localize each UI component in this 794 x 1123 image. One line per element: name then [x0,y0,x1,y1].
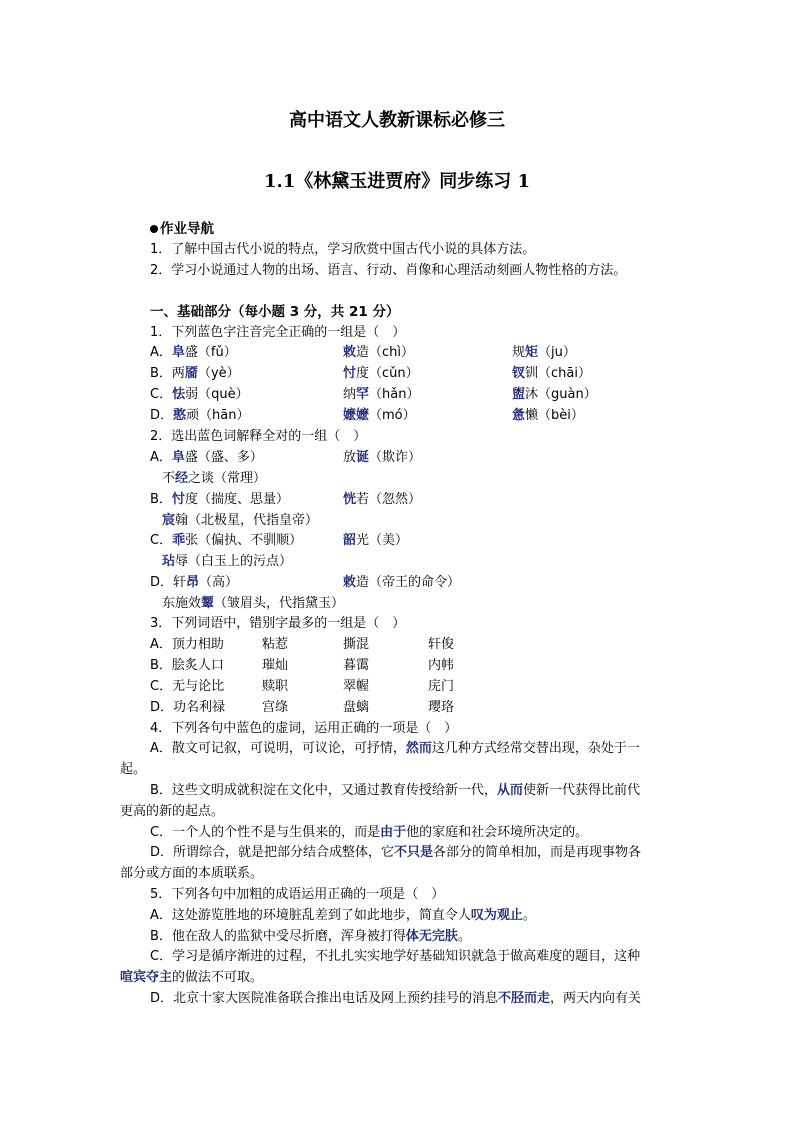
option-cell: 东施效颦（皱眉头，代指黛玉） [162,596,345,611]
section-heading: 一、基础部分（每小题 3 分，共 21 分） [150,304,400,320]
option-cell: C．怯弱（què） [150,387,249,402]
option-cell: 恍若（忽然） [343,492,422,507]
document-title: 高中语文人教新课标必修三 [289,110,505,131]
option-cell: 放诞（欺诈） [343,450,422,465]
option-continuation: 起。 [120,762,147,777]
word-cell: 暮霭 [343,658,370,673]
option-cell: B．忖度（揣度、思量） [150,492,289,507]
word-cell: 翠幄 [343,679,370,694]
option-line: B．这些文明成就积淀在文化中，又通过教育传授给新一代，从而使新一代获得比前代 [150,783,640,798]
option-line: D．北京十家大医院准备联合推出电话及网上预约挂号的消息不胫而走，两天内向有关 [150,991,642,1006]
option-cell: D．憨顽（hān） [150,408,250,423]
option-cell: D．轩昂（高） [150,575,239,590]
option-cell: 嬷嬷（mó） [343,408,416,423]
option-cell: 钗钏（chāi） [512,366,591,381]
question-stem: 5．下列各句中加粗的成语运用正确的一项是（ ） [150,887,445,902]
word-cell: A．顶力相助 [150,637,224,652]
word-cell: 宫绦 [262,700,289,715]
word-cell: C．无与论比 [150,679,225,694]
question-stem: 2．选出蓝色词解释全对的一组（ ） [150,429,367,444]
option-line: C．学习是循序渐进的过程，不扎扎实实地学好基础知识就急于做高难度的题目，这种 [150,949,641,964]
nav-item: 1．了解中国古代小说的特点，学习欣赏中国古代小说的具体方法。 [150,242,536,257]
option-cell: 规矩（ju） [512,345,576,360]
option-cell: 敕造（chì） [343,345,415,360]
option-continuation: 喧宾夺主的做法不可取。 [120,970,264,985]
option-cell: A．阜盛（fǔ） [150,345,237,360]
option-cell: 玷辱（白玉上的污点） [162,554,293,569]
word-cell: D．功名利禄 [150,700,226,715]
question-stem: 4．下列各句中蓝色的虚词，运用正确的一项是（ ） [150,721,458,736]
option-cell: 惫懒（bèi） [512,408,584,423]
question-stem: 3．下列词语中，错别字最多的一组是（ ） [150,616,406,631]
word-cell: 撕混 [343,637,370,652]
word-cell: 轩俊 [428,637,455,652]
option-line: A．散文可记叙，可说明，可议论，可抒情，然而这几种方式经常交替出现，杂处于一 [150,741,640,756]
option-cell: A．阜盛（盛、多） [150,450,263,465]
option-cell: 忖度（cǔn） [343,366,419,381]
option-cell: C．乖张（偏执、不驯顺） [150,533,303,548]
option-cell: 纳罕（hǎn） [343,387,420,402]
option-cell: 盥沐（guàn） [512,387,597,402]
option-line: A．这处游览胜地的环境脏乱差到了如此地步，简直令人叹为观止。 [150,908,536,923]
word-cell: 璎珞 [428,700,455,715]
option-cell: 宸翰（北极星，代指皇帝） [162,513,319,528]
nav-heading-text: 作业导航 [160,221,214,237]
bullet-icon [150,225,158,233]
word-cell: B．脍炙人口 [150,658,224,673]
nav-item: 2．学习小说通过人物的出场、语言、行动、肖像和心理活动刻画人物性格的方法。 [150,263,627,278]
word-cell: 盘螭 [343,700,370,715]
option-cell: 韶光（美） [343,533,409,548]
option-line: D．所谓综合，就是把部分结合成整体，它不只是各部分的简单相加，而是再现事物各 [150,845,642,860]
word-cell: 璀灿 [262,658,289,673]
document-subtitle: 1.1《林黛玉进贾府》同步练习 1 [263,171,531,192]
word-cell: 内帏 [428,658,455,673]
option-continuation: 更高的新的起点。 [120,804,225,819]
option-line: B．他在敌人的监狱中受尽折磨，浑身被打得体无完肤。 [150,929,471,944]
word-cell: 庑门 [428,679,455,694]
question-stem: 1．下列蓝色字注音完全正确的一组是（ ） [150,325,406,340]
option-cell: B．两靥（yè） [150,366,240,381]
word-cell: 赎职 [262,679,289,694]
option-line: C．一个人的个性不是与生俱来的，而是由于他的家庭和社会环境所决定的。 [150,825,589,840]
option-cell: 不经之谈（常理） [162,471,267,486]
option-continuation: 部分或方面的本质联系。 [120,866,264,881]
nav-heading [150,220,214,238]
word-cell: 粘惹 [262,637,289,652]
option-cell: 敕造（帝王的命令） [343,575,461,590]
